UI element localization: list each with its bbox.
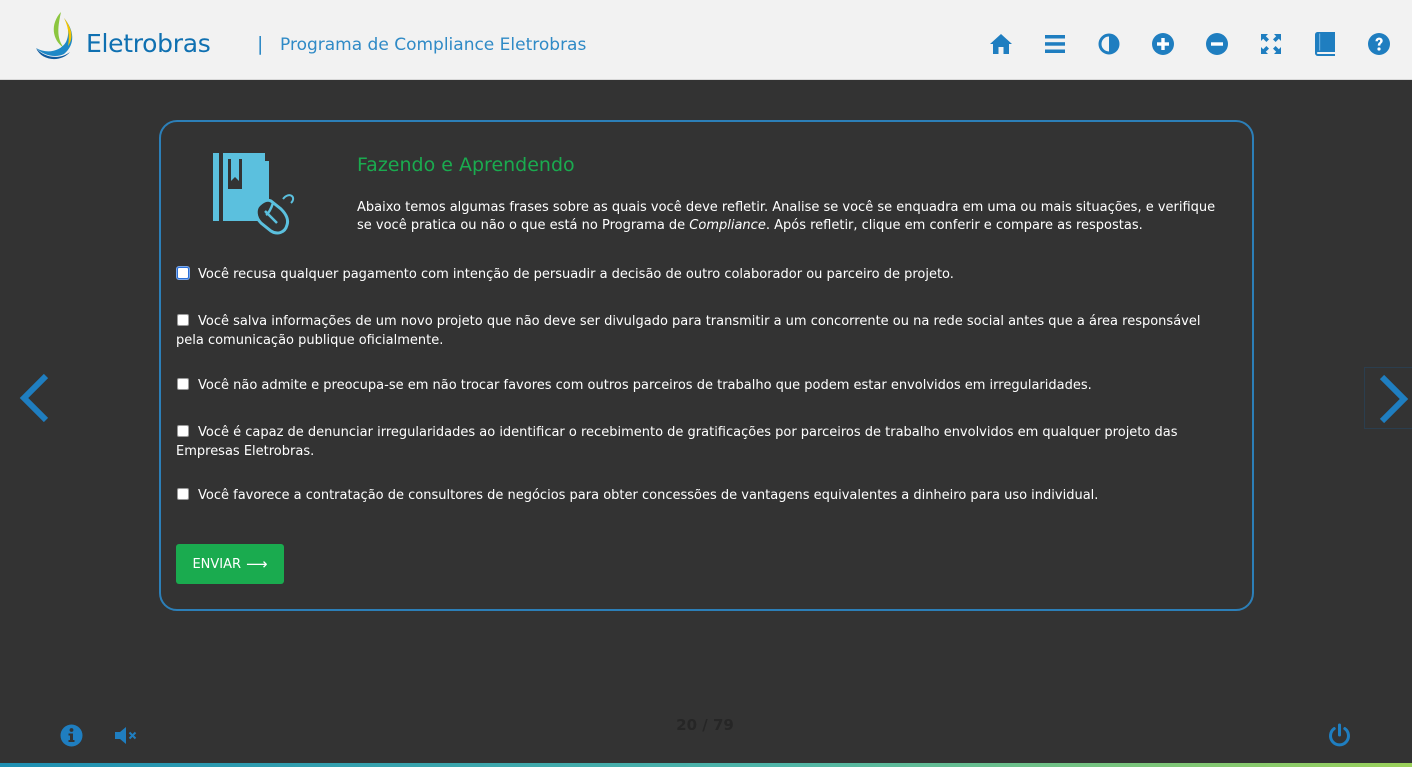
statement-checkbox[interactable]	[177, 267, 189, 279]
previous-page-button[interactable]	[16, 374, 54, 422]
glossary-button[interactable]	[1311, 30, 1339, 58]
info-button[interactable]	[60, 724, 83, 747]
zoom-in-button[interactable]	[1149, 30, 1177, 58]
arrow-right-icon: ⟶	[246, 555, 268, 573]
contrast-button[interactable]	[1095, 30, 1123, 58]
statement-checkbox[interactable]	[177, 378, 189, 390]
menu-button[interactable]	[1041, 30, 1069, 58]
statement-item	[176, 486, 1226, 505]
title-separator: |	[257, 33, 264, 55]
activity-instructions	[357, 199, 1229, 235]
activity-title: Fazendo e Aprendendo	[357, 154, 575, 176]
statement-checkbox[interactable]	[177, 488, 189, 500]
next-page-button[interactable]	[1364, 367, 1412, 429]
help-icon	[1368, 33, 1390, 55]
statement-text: Você é capaz de denunciar irregularidades ao identificar o recebimento de gratificações por parceiros de trabalho envolvidos em qualquer projeto das Empresas Eletrobras.	[176, 425, 1178, 459]
send-button-label: ENVIAR	[192, 556, 242, 572]
home-button[interactable]	[987, 30, 1015, 58]
menu-icon	[1045, 35, 1065, 53]
help-button[interactable]	[1365, 30, 1393, 58]
statement-text: Você não admite e preocupa-se em não trocar favores com outros parceiros de trabalho que podem estar envolvidos em irregularidades.	[198, 378, 1092, 393]
mute-button[interactable]	[114, 726, 138, 745]
intro-emphasis: Compliance	[689, 218, 766, 233]
speaker-muted-icon	[114, 726, 138, 745]
statement-checkbox[interactable]	[177, 314, 189, 326]
program-title: Programa de Compliance Eletrobras	[280, 35, 587, 55]
intro-text-end: . Após refletir, clique em conferir e compare as respostas.	[765, 218, 1143, 233]
course-progress-bar	[0, 763, 1412, 767]
chevron-left-icon	[16, 374, 54, 422]
statement-text: Você recusa qualquer pagamento com intenção de persuadir a decisão de outro colaborador ou parceiro de projeto.	[198, 267, 954, 282]
glossary-book-icon	[1315, 32, 1335, 56]
statement-item	[176, 376, 1226, 395]
page-counter: 20 / 79	[676, 716, 734, 734]
ebook-mouse-icon	[211, 151, 295, 237]
zoom-out-button[interactable]	[1203, 30, 1231, 58]
statement-text: Você salva informações de um novo projeto que não deve ser divulgado para transmitir a um concorrente ou na rede social antes que a área responsável pela comunicação publique oficialmente.	[176, 314, 1201, 348]
chevron-right-icon	[1374, 375, 1410, 423]
exit-button[interactable]	[1327, 723, 1352, 748]
statement-text: Você favorece a contratação de consultores de negócios para obter concessões de vantagens equivalentes a dinheiro para uso individual.	[198, 488, 1099, 503]
statement-item	[176, 312, 1226, 350]
statement-checkbox[interactable]	[177, 425, 189, 437]
zoom-out-icon	[1206, 33, 1228, 55]
contrast-icon	[1098, 33, 1120, 55]
toolbar	[961, 30, 1393, 58]
info-icon	[60, 724, 83, 747]
header-bar	[0, 0, 1412, 80]
statement-item	[176, 265, 1226, 284]
fullscreen-icon	[1260, 33, 1282, 55]
home-icon	[989, 33, 1013, 55]
fullscreen-button[interactable]	[1257, 30, 1285, 58]
send-button[interactable]	[176, 544, 284, 584]
zoom-in-icon	[1152, 33, 1174, 55]
statement-item	[176, 423, 1226, 461]
power-icon	[1327, 723, 1352, 748]
eletrobras-logo	[34, 10, 82, 62]
activity-card	[159, 120, 1254, 611]
intro-text: Abaixo temos algumas frases sobre as quais você deve refletir. Analise se você se enquadra em uma ou mais situações, e verifique se você pratica ou não o que está no Programa de	[357, 200, 1216, 233]
brand-name: Eletrobras	[86, 29, 211, 58]
